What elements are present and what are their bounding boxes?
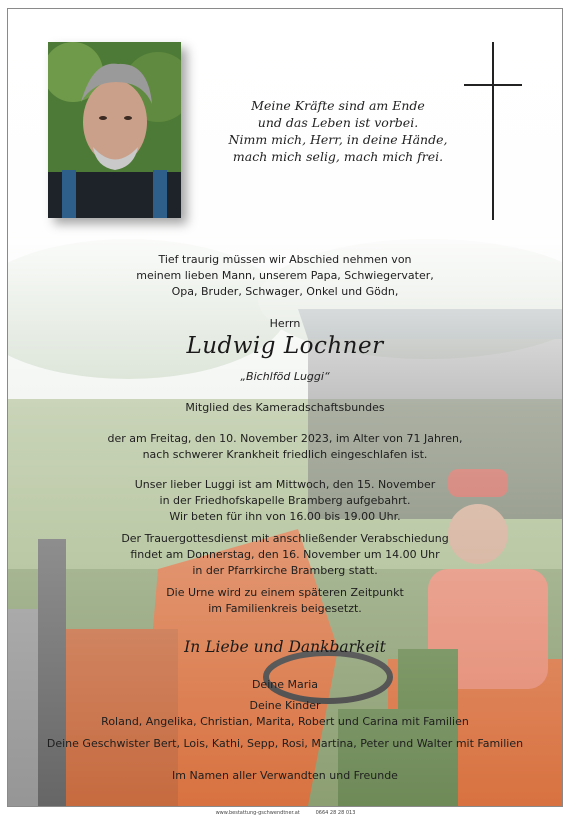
intro-text [8,252,562,300]
membership: Mitglied des Kameradschaftsbundes [185,401,385,414]
viewing-notice [8,477,562,525]
poem-line: Meine Kräfte sind am Ende [251,98,425,113]
nickname: „Bichlföd Luggi“ [240,370,330,383]
death-line: nach schwerer Krankheit friedlich eingeschlafen ist. [142,448,428,461]
service-line: findet am Donnerstag, den 16. November um 14.00 Uhr [130,548,440,561]
poem-line: Nimm mich, Herr, in deine Hände, [228,132,448,147]
intro-line: meinem lieben Mann, unserem Papa, Schwiegervater, [136,269,434,282]
poem [203,97,473,165]
urn-notice [8,585,562,617]
obituary-card [7,8,563,807]
viewing-line: Wir beten für ihn von 16.00 bis 19.00 Uhr. [169,510,401,523]
footer-contact: www.bestattung-gschwendtner.at 0664 28 28 013 [215,810,356,816]
urn-line: im Familienkreis beigesetzt. [208,602,362,615]
urn-line: Die Urne wird zu einem späteren Zeitpunkt [166,586,404,599]
portrait-photo [48,42,181,218]
family-siblings: Deine Geschwister Bert, Lois, Kathi, Sepp, Rosi, Martina, Peter und Walter mit Familien [46,737,524,750]
poem-line: und das Leben ist vorbei. [257,115,419,130]
service-line: Der Trauergottesdienst mit anschließender Verabschiedung [121,532,449,545]
cross-icon-bar [464,84,522,86]
viewing-line: Unser lieber Luggi ist am Mittwoch, den 15. November [134,478,436,491]
death-notice [8,431,562,463]
cross-icon [492,42,494,220]
poem-line: mach mich selig, mach mich frei. [232,149,444,164]
intro-line: Opa, Bruder, Schwager, Onkel und Gödn, [171,285,399,298]
family-relatives: Im Namen aller Verwandten und Freunde [172,769,398,782]
family-children: Roland, Angelika, Christian, Marita, Robert und Carina mit Familien [101,715,469,728]
viewing-line: in der Friedhofskapelle Bramberg aufgebahrt. [159,494,411,507]
family-wife: Deine Maria [251,678,319,691]
salutation: Herrn [269,317,301,330]
intro-line: Tief traurig müssen wir Abschied nehmen von [158,253,412,266]
closing-phrase: In Liebe und Dankbarkeit [184,638,386,656]
family-children-label: Deine Kinder [249,699,321,712]
death-line: der am Freitag, den 10. November 2023, im Alter von 71 Jahren, [107,432,463,445]
service-notice [8,531,562,579]
service-line: in der Pfarrkirche Bramberg statt. [192,564,378,577]
deceased-name: Ludwig Lochner [186,333,384,359]
